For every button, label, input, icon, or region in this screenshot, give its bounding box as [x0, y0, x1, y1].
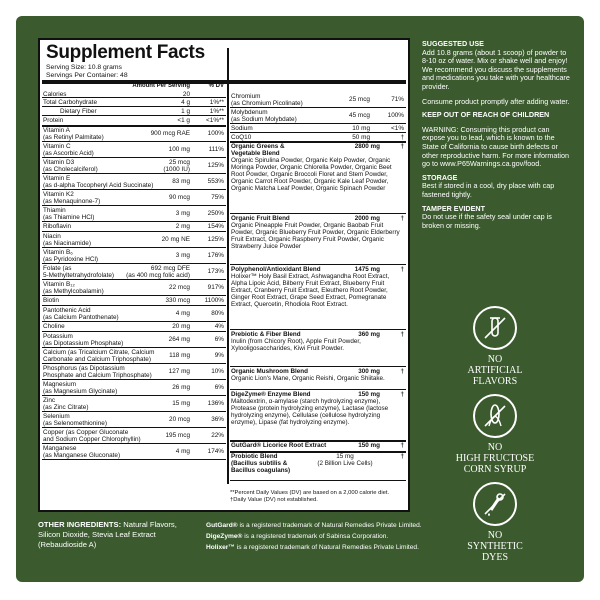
nutrient-row — [42, 206, 226, 222]
blend-ingredients: Inulin (from Chicory Root), Apple Fruit Powder, Xylooligosaccharides, Kiwi Fruit Powder. — [231, 338, 361, 352]
blend-amount: 2800 mg — [354, 143, 380, 150]
blend-name: Probiotic Blend (Bacillus subtilis & Bacillus coagulans) — [231, 453, 291, 474]
nutrient-dv: 136% — [207, 400, 224, 407]
nutrient-row — [42, 296, 226, 306]
nutrient-name: Phosphorus (as Dipotassium Phosphate and Calcium Triphosphate) — [43, 365, 152, 379]
nutrient-amount: 20 mcg — [169, 416, 190, 423]
nutrient-row — [42, 364, 226, 380]
blend-row — [230, 390, 406, 442]
trademark-text: is a registered trademark of Natural Remedies Private Limited. — [236, 544, 419, 551]
nutrient-row — [42, 248, 226, 264]
nutrient-amount: 20 mg NE — [161, 236, 190, 243]
blend-header — [230, 265, 406, 273]
nutrient-name: Sodium — [231, 125, 253, 132]
nutrient-row — [230, 124, 406, 133]
blend-dv: † — [400, 368, 404, 375]
nutrient-dv: 1100% — [204, 297, 224, 304]
trademark-line — [206, 542, 426, 553]
dropper-icon — [473, 482, 517, 526]
nutrient-row — [230, 108, 406, 124]
blend-header — [230, 214, 406, 222]
blend-row — [230, 265, 406, 330]
blend-ingredients: Organic Pineapple Fruit Powder, Organic Baobab Fruit Powder, Organic Blueberry Fruit Powder, Organic Elderberry Fruit Extract, Organic Raspberry Fruit Powder, Organic Strawberry Juice Powder — [231, 222, 400, 250]
nutrient-name: Dietary Fiber — [60, 108, 97, 115]
blend-amount: 300 mg — [358, 368, 380, 375]
badge-no-artificial-flavors — [440, 306, 550, 387]
nutrient-row — [42, 98, 226, 107]
nutrient-name: Molybdenum (as Sodium Molybdate) — [231, 109, 297, 123]
nutrient-dv: 6% — [214, 384, 224, 391]
nutrient-dv: 1%** — [209, 99, 224, 106]
nutrient-amount: 4 mg — [175, 310, 190, 317]
blend-name: Organic Greens & Vegetable Blend — [231, 143, 285, 157]
blend-header — [230, 441, 406, 449]
footnote-dv: **Percent Daily Values (DV) are based on a 2,000 calorie diet. — [230, 490, 390, 496]
nutrient-dv: 75% — [211, 194, 224, 201]
nutrient-amount: 25 mcg (1000 IU) — [163, 159, 190, 173]
nutrient-dv: 176% — [207, 252, 224, 259]
nutrient-row — [42, 190, 226, 206]
blend-row — [230, 142, 406, 214]
nutrient-dv: 6% — [214, 336, 224, 343]
nutrient-name: Biotin — [43, 297, 59, 304]
nutrient-dv: <1%** — [206, 117, 224, 124]
right-text-column — [422, 40, 572, 230]
other-ingredients-label: OTHER INGREDIENTS: — [38, 520, 122, 529]
blend-dv: † — [400, 143, 404, 150]
blend-name: GutGard® Licorice Root Extract — [231, 442, 327, 449]
nutrient-name: Folate (as 5-Methyltetrahydrofolate) — [43, 265, 115, 279]
blend-row — [230, 214, 406, 265]
nutrient-row — [42, 332, 226, 348]
badge-label — [440, 530, 550, 563]
nutrient-dv: 174% — [207, 448, 224, 455]
storage-heading: STORAGE — [422, 172, 458, 182]
keep-out-heading: KEEP OUT OF REACH OF CHILDREN — [422, 110, 550, 120]
nutrient-dv: 173% — [207, 268, 224, 275]
blend-amount: 150 mg — [358, 391, 380, 398]
blend-amount: 2000 mg — [354, 215, 380, 222]
nutrient-row — [42, 380, 226, 396]
blend-header — [230, 367, 406, 375]
nutrient-name: Vitamin K2 (as Menaquinone-7) — [43, 191, 101, 205]
nutrient-row — [42, 126, 226, 142]
trademark-line — [206, 520, 426, 531]
nutrient-dv: 125% — [207, 236, 224, 243]
nutrient-name: Calcium (as Tricalcium Citrate, Calcium Carbonate and Calcium Triphosphate) — [43, 349, 155, 363]
nutrient-row — [230, 92, 406, 108]
suggested-use-heading: SUGGESTED USE — [422, 39, 484, 48]
nutrient-dv: 100% — [207, 130, 224, 137]
col-dv: % DV — [208, 83, 224, 89]
blend-name: Organic Mushroom Blend — [231, 368, 308, 375]
nutrient-row — [42, 90, 226, 98]
nutrient-row — [42, 107, 226, 116]
nutrient-name: Vitamin A (as Retinyl Palmitate) — [43, 127, 104, 141]
nutrient-row — [42, 232, 226, 248]
blend-ingredients: Organic Lion's Mane, Organic Reishi, Organic Shiitake. — [231, 375, 385, 382]
blend-ingredients: Organic Spirulina Powder, Organic Kelp Powder, Organic Moringa Powder, Organic Chlorella Powder, Organic Beet Root Powder, Organic Broccoli Floret and Stem Powder, Organic Carrot Root Powder, Organic Kale Leaf Powder, Organic Matcha Leaf Powder, Organic Spinach Powder — [231, 157, 392, 192]
nutrient-amount: 50 mg — [352, 134, 370, 141]
badge-line: NO — [487, 530, 503, 541]
nutrient-name: Vitamin E (as d-alpha Tocopheryl Acid Succinate) — [43, 175, 154, 189]
nutrient-dv: 250% — [207, 210, 224, 217]
nutrient-name: Vitamin D3 (as Cholecalciferol) — [43, 159, 98, 173]
blend-header — [230, 330, 406, 338]
serving-size: Serving Size: 10.8 grams — [46, 64, 122, 71]
footnote-dagger: †Daily Value (DV) not established. — [230, 497, 318, 503]
storage-text: Best if stored in a cool, dry place with cap fastened tightly. — [422, 181, 555, 199]
badge-line: ARTIFICIAL — [467, 365, 523, 376]
tamper-heading: TAMPER EVIDENT — [422, 203, 485, 213]
trademark-line — [206, 531, 426, 542]
warning-text: WARNING: Consuming this product can expose you to lead, which is known to the State of California to cause birth defects or other reproductive harm. For more information go to www.P65Warnings.ca.gov/food. — [422, 124, 570, 169]
badge-line: FLAVORS — [472, 376, 518, 387]
blend-ingredients: Maltodextrin, α-amylase (starch hydrolyzing enzyme), Protease (protein hydrolyzing enzyme), Lactase (lactose hydrolyzing enzyme), Cellulase (cellulose hydrolyzing enzyme), Lipase (fat hydrolyzing enzyme). — [231, 398, 389, 426]
nutrient-amount: 900 mcg RAE — [150, 130, 190, 137]
footnotes — [230, 490, 400, 504]
nutrient-name: Potassium (as Dipotassium Phosphate) — [43, 333, 124, 347]
blend-amount: 150 mg — [358, 442, 380, 449]
nutrient-amount: 90 mcg — [169, 194, 190, 201]
blend-name: Organic Fruit Blend — [231, 215, 290, 222]
supplement-facts-panel — [38, 38, 410, 512]
blend-header — [230, 142, 406, 157]
blend-amount: 1475 mg — [354, 266, 380, 273]
nutrient-name: Total Carbohydrate — [43, 99, 97, 106]
blend-ingredients: Holixer™ Holy Basil Extract, Ashwagandha Root Extract, Alpha Lipoic Acid, Bilberry Fruit Extract, Blueberry Fruit Extract, Cranberry Fruit Extract, Eleuthero Root Powder, Ginger Root Extract, Grape Seed Extract, Pomegranate Extract, Quercetin, Rhodiola Root Extract. — [231, 273, 390, 308]
nutrient-name: Selenium (as Selenomethionine) — [43, 413, 107, 427]
nutrient-dv: 125% — [207, 162, 224, 169]
nutrient-amount: 15 mg — [172, 400, 190, 407]
badge-no-synthetic-dyes — [440, 482, 550, 563]
badge-line: CORN SYRUP — [463, 464, 527, 475]
blend-dv: † — [400, 266, 404, 273]
nutrient-dv: 111% — [208, 146, 224, 153]
nutrient-row — [42, 264, 226, 280]
nutrient-row — [42, 412, 226, 428]
nutrient-amount: 195 mcg — [165, 432, 190, 439]
trademark-mark: Holixer™ — [206, 544, 235, 551]
blend-row — [230, 452, 406, 481]
nutrient-name: Calories — [43, 91, 67, 98]
nutrient-amount: 20 mg — [172, 323, 190, 330]
nutrient-name: Niacin (as Niacinamide) — [43, 233, 91, 247]
blend-header — [230, 452, 406, 474]
nutrient-amount: 100 mg — [168, 146, 190, 153]
trademark-text: is a registered trademark of Natural Remedies Private Limited. — [239, 522, 422, 529]
other-ingredients — [38, 520, 198, 550]
nutrient-name: Vitamin B₁₂ (as Methylcobalamin) — [43, 281, 104, 295]
nutrient-amount: 25 mcg — [349, 96, 370, 103]
nutrient-amount: 3 mg — [175, 210, 190, 217]
nutrient-dv: 22% — [211, 432, 224, 439]
blend-name: Polyphenol/Antioxidant Blend — [231, 266, 321, 273]
nutrient-amount: 118 mg — [169, 352, 190, 359]
nutrient-amount: 4 g — [181, 99, 190, 106]
nutrient-dv: 553% — [207, 178, 224, 185]
serving-info — [46, 64, 128, 79]
badge-line: NO — [487, 354, 503, 365]
nutrient-name: Pantothenic Acid (as Calcium Pantothenate) — [43, 307, 119, 321]
badge-line: HIGH FRUCTOSE — [455, 453, 535, 464]
nutrient-row — [42, 322, 226, 332]
nutrient-amount: 3 mg — [175, 252, 190, 259]
nutrient-name: Chromium (as Chromium Picolinate) — [231, 93, 303, 107]
nutrient-amount: 127 mg — [168, 368, 190, 375]
nutrient-name: Protein — [43, 117, 64, 124]
badge-line: SYNTHETIC — [467, 541, 523, 552]
nutrient-row — [42, 396, 226, 412]
thick-rule — [42, 80, 406, 84]
nutrient-row — [42, 280, 226, 296]
blend-dv: † — [400, 442, 404, 449]
nutrient-amount: 2 mg — [175, 223, 190, 230]
blend-amount: 360 mg — [358, 331, 380, 338]
nutrient-dv: 4% — [214, 323, 224, 330]
consume-text: Consume product promptly after adding water. — [422, 96, 570, 106]
test-tube-icon — [473, 306, 517, 350]
nutrient-amount: 20 — [182, 91, 190, 98]
blend-name: DigeZyme® Enzyme Blend — [231, 391, 311, 398]
nutrient-name: Copper (as Copper Gluconate and Sodium Copper Chlorophyllin) — [43, 429, 141, 443]
nutrient-amount: 264 mg — [168, 336, 190, 343]
badge-label — [440, 442, 550, 475]
blend-amount: 15 mg (2 Billion Live Cells) — [317, 453, 373, 467]
nutrient-dv: 9% — [214, 352, 224, 359]
nutrient-row — [42, 428, 226, 444]
badge-label — [440, 354, 550, 387]
other-ingredients-text: Natural Flavors, Silicon Dioxide, Stevia Leaf Extract (Rebaudioside A) — [38, 520, 177, 549]
nutrient-name: Manganese (as Manganese Gluconate) — [43, 445, 121, 459]
nutrient-amount: 10 mg — [352, 125, 370, 132]
nutrient-dv: 10% — [211, 368, 224, 375]
badge-line: DYES — [481, 552, 509, 563]
nutrient-name: Zinc (as Zinc Citrate) — [43, 397, 89, 411]
suggested-use-text: Add 10.8 grams (about 1 scoop) of powder to 8-10 oz of water. Mix or shake well and enjoy! We recommend you discuss the supplements and medications you take with your healthcare provider. — [422, 47, 570, 91]
badge-no-hfcs — [440, 394, 550, 475]
nutrient-dv: 80% — [211, 310, 224, 317]
blend-header — [230, 390, 406, 398]
badge-line: NO — [487, 442, 503, 453]
nutrient-amount: <1 g — [177, 117, 190, 124]
nutrient-dv: 36% — [211, 416, 224, 423]
blend-dv: † — [400, 215, 404, 222]
nutrient-dv: † — [400, 134, 404, 141]
nutrient-row — [42, 174, 226, 190]
nutrient-dv: 71% — [391, 96, 404, 103]
nutrient-row — [42, 222, 226, 232]
facts-title: Supplement Facts — [46, 42, 205, 63]
col-amount: Amount Per Serving — [132, 83, 190, 89]
servings-per-container: Servings Per Container: 48 — [46, 71, 128, 79]
nutrient-name: CoQ10 — [231, 134, 252, 141]
nutrient-row — [42, 306, 226, 322]
nutrient-name: Choline — [43, 323, 65, 330]
trademark-mark: GutGard® — [206, 522, 238, 529]
nutrient-dv: 917% — [207, 284, 224, 291]
nutrient-dv: <1% — [391, 125, 404, 132]
blend-name: Prebiotic & Fiber Blend — [231, 331, 301, 338]
trademarks — [206, 520, 426, 553]
nutrient-name: Riboflavin — [43, 223, 72, 230]
trademark-text: is a registered trademark of Sabinsa Corporation. — [244, 533, 389, 540]
nutrient-name: Vitamin C (as Ascorbic Acid) — [43, 143, 94, 157]
trademark-mark: DigeZyme® — [206, 533, 243, 540]
column-divider — [227, 48, 229, 484]
nutrient-row — [42, 444, 226, 460]
nutrient-amount: 4 mg — [175, 448, 190, 455]
nutrient-amount: 83 mg — [172, 178, 190, 185]
blend-dv: † — [400, 331, 404, 338]
tamper-text: Do not use if the safety seal under cap is broken or missing. — [422, 212, 552, 230]
nutrient-dv: 100% — [387, 112, 404, 119]
nutrient-dv: 154% — [207, 223, 224, 230]
nutrient-amount: 692 mcg DFE (as 400 mcg folic acid) — [126, 265, 190, 279]
nutrient-row — [42, 142, 226, 158]
nutrient-dv: 1%** — [209, 108, 224, 115]
nutrient-row — [42, 348, 226, 364]
blend-row — [230, 330, 406, 367]
nutrient-amount: 22 mcg — [169, 284, 190, 291]
nutrient-name: Vitamin B₆ (as Pyridoxine HCl) — [43, 249, 99, 263]
nutrient-name: Thiamin (as Thiamine HCl) — [43, 207, 95, 221]
blend-dv: † — [400, 391, 404, 398]
nutrient-amount: 45 mcg — [349, 112, 370, 119]
nutrient-name: Magnesium (as Magnesium Glycinate) — [43, 381, 118, 395]
blend-dv: † — [400, 453, 404, 460]
blend-row — [230, 367, 406, 390]
corn-icon — [473, 394, 517, 438]
nutrient-row — [42, 158, 226, 174]
nutrient-amount: 26 mg — [172, 384, 190, 391]
nutrient-amount: 330 mcg — [165, 297, 190, 304]
nutrient-amount: 1 g — [181, 108, 190, 115]
